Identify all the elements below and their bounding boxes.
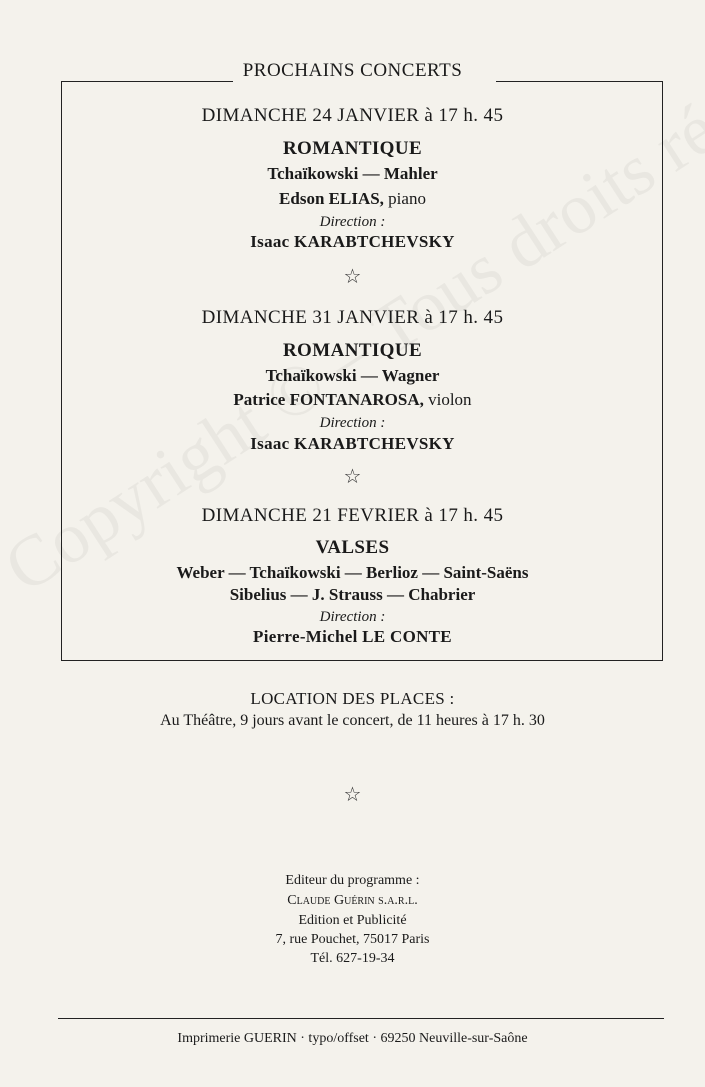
concert-2-conductor: Isaac KARABTCHEVSKY [250, 434, 455, 453]
concert-3-works-line-1: Weber — Tchaïkowski — Berlioz — Saint-Saëns [176, 563, 529, 582]
concert-3-conductor: Pierre-Michel LE CONTE [253, 627, 452, 646]
concert-2-soloist [0, 390, 705, 410]
editor-phone: Tél. 627-19-34 [310, 951, 395, 966]
soloist-name: Edson ELIAS, [279, 189, 384, 208]
concert-2-date: DIMANCHE 31 JANVIER à 17 h. 45 [201, 307, 504, 328]
concert-3-works-line-2: Sibelius — J. Strauss — Chabrier [229, 585, 476, 604]
concert-1-conductor: Isaac KARABTCHEVSKY [250, 232, 455, 251]
concert-1-works: Tchaïkowski — Mahler [267, 164, 438, 183]
concert-1-title: ROMANTIQUE [282, 138, 423, 159]
company-name: Claude Guérin s.a.r.l. [287, 893, 418, 908]
concert-2-direction-label: Direction : [319, 415, 386, 431]
footer-rule [58, 1018, 664, 1019]
concert-1-direction-label: Direction : [319, 214, 386, 230]
editor-activity: Edition et Publicité [298, 913, 407, 928]
concert-3-date: DIMANCHE 21 FEVRIER à 17 h. 45 [201, 505, 504, 526]
concert-1-date: DIMANCHE 24 JANVIER à 17 h. 45 [201, 105, 504, 126]
concert-1-soloist [0, 189, 705, 209]
editor-label: Editeur du programme : [285, 873, 420, 888]
soloist-instrument: violon [428, 390, 472, 409]
editor-company [0, 893, 705, 909]
star-icon: ☆ [343, 264, 362, 288]
printer-credit: Imprimerie GUERIN · typo/offset · 69250 Neuville-sur-Saône [177, 1031, 528, 1046]
soloist-name: Patrice FONTANAROSA, [233, 390, 424, 409]
concert-2-works: Tchaïkowski — Wagner [265, 366, 440, 385]
star-icon: ☆ [343, 782, 362, 806]
star-icon: ☆ [343, 464, 362, 488]
concert-3-title: VALSES [315, 537, 390, 558]
location-heading: LOCATION DES PLACES : [250, 689, 455, 708]
soloist-instrument: piano [388, 189, 426, 208]
editor-address: 7, rue Pouchet, 75017 Paris [275, 932, 430, 947]
concert-3-direction-label: Direction : [319, 609, 386, 625]
page-title: PROCHAINS CONCERTS [242, 60, 463, 81]
concert-2-title: ROMANTIQUE [282, 340, 423, 361]
location-text: Au Théâtre, 9 jours avant le concert, de 11 heures à 17 h. 30 [160, 712, 545, 729]
